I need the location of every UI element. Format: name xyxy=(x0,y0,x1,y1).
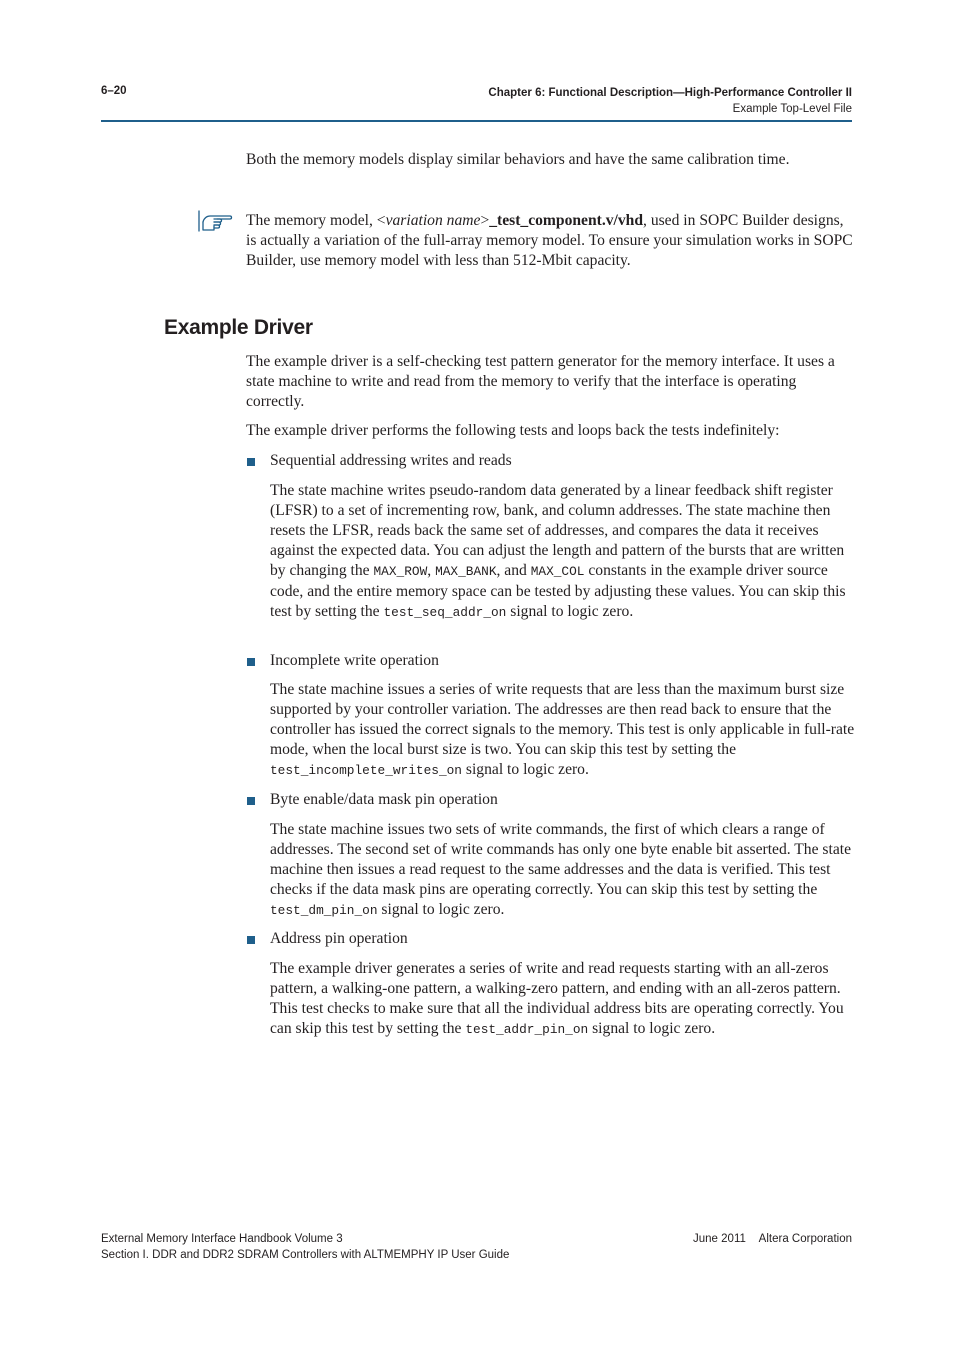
bullet-label: Byte enable/data mask pin operation xyxy=(270,791,498,808)
section-heading: Example Driver xyxy=(164,316,313,339)
note-text: , used in SOPC Builder designs, is actually a variation of the full-array memory model. To ensure your simulation works in SOPC Builder, use memory model with less than 512-Mbit capacity. xyxy=(246,212,853,269)
test-description: The state machine issues a series of write requests that are less than the maximum burst size supported by your controller variation. The addresses are then read back to ensure that the controller has issued the correct signals to the memory. This test is only applicable in full-rate mode, when the local burst size is two. You can skip this test by setting the test_incomplete_writes_on signal to logic zero. xyxy=(270,681,855,778)
bullet-label: Sequential addressing writes and reads xyxy=(270,452,512,469)
footer-company: Altera Corporation xyxy=(758,1233,852,1245)
bullet-label: Address pin operation xyxy=(270,930,408,947)
bullet-square-icon xyxy=(247,658,255,666)
footer-date: June 2011 xyxy=(693,1233,746,1245)
running-header xyxy=(488,85,852,117)
chapter-title: Chapter 6: Functional Description—High-Performance Controller II xyxy=(488,87,852,99)
note-paragraph xyxy=(246,211,856,271)
code-signal: test_incomplete_writes_on xyxy=(270,763,462,778)
code-constant: MAX_BANK xyxy=(435,564,497,579)
header-rule xyxy=(101,120,852,122)
driver-paragraph-1: The example driver is a self-checking test pattern generator for the memory interface. It uses a state machine to write and read from the memory to verify that the interface is operating correctly. xyxy=(246,353,835,410)
handbook-title: External Memory Interface Handbook Volume 3 xyxy=(101,1233,343,1245)
bullet-square-icon xyxy=(247,936,255,944)
guide-title: Section I. DDR and DDR2 SDRAM Controllers with ALTMEMPHY IP User Guide xyxy=(101,1249,510,1261)
bullet-square-icon xyxy=(247,797,255,805)
driver-paragraph-2: The example driver performs the following tests and loops back the tests indefinitely: xyxy=(246,422,780,439)
note-text: > xyxy=(480,212,490,229)
component-filename: _test_component.v/vhd xyxy=(489,212,644,229)
code-constant: MAX_ROW xyxy=(373,564,428,579)
footer-left xyxy=(101,1231,509,1263)
section-title: Example Top-Level File xyxy=(732,103,852,115)
intro-paragraph: Both the memory models display similar behaviors and have the same calibration time. xyxy=(246,151,790,168)
note-text: The memory model, < xyxy=(246,212,386,229)
variation-name: variation name xyxy=(385,212,481,229)
page-number: 6–20 xyxy=(101,85,127,97)
code-signal: test_dm_pin_on xyxy=(270,903,378,918)
test-description: The example driver generates a series of write and read requests starting with an all-zeros pattern, a walking-one pattern, a walking-zero pattern, and ending with an all-zeros pattern. This test checks to make sure that all the individual address bits are operating correctly. You can skip this test by setting the test_addr_pin_on signal to logic zero. xyxy=(270,960,844,1037)
bullet-label: Incomplete write operation xyxy=(270,652,439,669)
code-signal: test_seq_addr_on xyxy=(383,605,507,620)
code-signal: test_addr_pin_on xyxy=(465,1022,589,1037)
footer-right xyxy=(693,1231,852,1247)
pointing-hand-icon xyxy=(197,209,233,233)
code-constant: MAX_COL xyxy=(530,564,585,579)
test-description: The state machine issues two sets of write commands, the first of which clears a range of addresses. The second set of write commands has only one byte enable bit asserted. The state machine then issues a read request to the same addresses and the data is verified. This test checks if the data mask pins are operating correctly. You can skip this test by setting the test_dm_pin_on signal to logic zero. xyxy=(270,821,851,918)
bullet-square-icon xyxy=(247,458,255,466)
test-description: The state machine writes pseudo-random data generated by a linear feedback shift register (LFSR) to a set of incrementing row, bank, and column addresses. The state machine then resets the LFSR, reads back the same set of addresses, and compares the data it receives against the expected data. You can adjust the length and pattern of the bursts that are written by changing the MAX_ROW, MAX_BANK, and MAX_COL constants in the example driver source code, and the entire memory space can be tested by adjusting these values. You can skip this test by setting the test_seq_addr_on signal to logic zero. xyxy=(270,482,846,620)
